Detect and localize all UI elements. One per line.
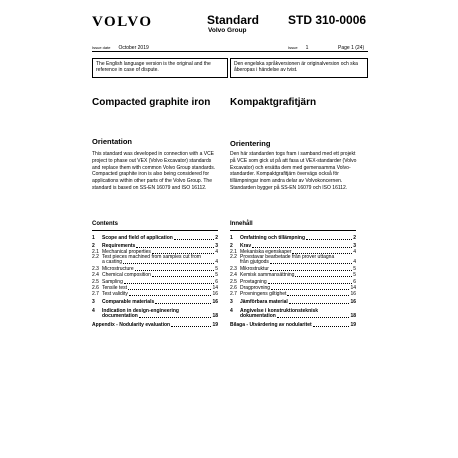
toc-leader-dots: [268, 279, 353, 284]
toc-item-title: Scope and field of application: [102, 235, 173, 241]
toc-item-number: [92, 259, 102, 265]
toc-item-page: 6: [215, 279, 218, 285]
toc-item-page: 5: [353, 266, 356, 272]
toc-item-number: 1: [230, 235, 233, 241]
toc-item-page: 3: [215, 243, 218, 249]
toc-leader-dots: [271, 285, 349, 290]
toc-item-number: [230, 259, 240, 265]
toc-item-page: 18: [212, 313, 218, 319]
toc-item-title: Mikrostruktur: [240, 266, 269, 272]
toc-item-number: 2.1: [230, 249, 237, 255]
toc-item-page: 16: [212, 299, 218, 305]
toc-item: [92, 272, 218, 278]
toc-item-page: 3: [353, 243, 356, 249]
meta-divider: [92, 51, 368, 52]
toc-item: [92, 322, 218, 328]
toc-item-title: Kemisk sammansättning: [240, 272, 295, 278]
toc-item-title: documentation: [102, 313, 138, 319]
toc-item-number: [92, 313, 102, 319]
toc-leader-dots: [289, 299, 350, 304]
title-swedish: Kompaktgrafitjärn: [230, 97, 317, 108]
issue-value: 1: [305, 45, 309, 51]
page-number: Page 1 (24): [338, 45, 365, 51]
toc-leader-dots: [277, 313, 350, 318]
toc-leader-dots: [252, 243, 352, 248]
toc-leader-dots: [139, 313, 212, 318]
contents-divider-swedish: [230, 230, 356, 231]
toc-item-number: 2.6: [92, 285, 99, 291]
toc-item-title: Bilaga - Utvärdering av nodularitet: [230, 322, 312, 328]
toc-item-title: Provtagning: [240, 279, 267, 285]
toc-item-number: 2.6: [230, 285, 237, 291]
toc-item-title: Jämförbara material: [240, 299, 288, 305]
toc-item-number: 2.2: [230, 254, 237, 260]
toc-item-title: Appendix - Nodularity evaluation: [92, 322, 171, 328]
toc-item-number: 2: [230, 243, 233, 249]
toc-item: [92, 291, 218, 297]
toc-item-page: 6: [353, 279, 356, 285]
toc-item-page: 14: [212, 285, 218, 291]
toc-item-title: dokumentation: [240, 313, 276, 319]
toc-item-page: 5: [353, 272, 356, 278]
toc-item-title: Provstavar bearbetade från prover uttagna: [240, 254, 335, 260]
issue-date-value: October 2019: [118, 45, 149, 51]
toc-leader-dots: [136, 243, 214, 248]
toc-leader-dots: [295, 272, 352, 277]
toc-item-title: Omfattning och tillämpning: [240, 235, 305, 241]
toc-item: [92, 299, 218, 305]
toc-item-number: 1: [92, 235, 95, 241]
toc-item: [230, 322, 356, 328]
toc-leader-dots: [270, 259, 352, 264]
toc-item-title: Mekaniska egenskaper: [240, 249, 292, 255]
toc-item: [230, 259, 356, 265]
toc-item-page: 18: [350, 313, 356, 319]
orientation-text-swedish: Den här standarden togs fram i samband med ett projekt på VCE som gick ut på att fasa ut VEX-standarder (Volvo Excavator) och ersätta dem med gemensamma Volvo-standarder. Kompaktgrafitjärn övervägs också för tillämpningar inom andra delar av Volvokoncernen. Standarden bygger på SS-EN 16079 och ISO 16112.: [230, 151, 357, 191]
toc-item-title: Test pieces machined from samples cut from: [102, 254, 201, 260]
toc-item: [92, 313, 218, 319]
toc-leader-dots: [171, 322, 211, 327]
toc-item-title: Angivelse i konstruktionsteknisk: [240, 308, 319, 314]
toc-item-title: Tensile test: [102, 285, 128, 291]
toc-leader-dots: [123, 259, 214, 264]
toc-item-page: 19: [212, 322, 218, 328]
toc-item-page: 4: [353, 249, 356, 255]
toc-item-title: Sampling: [102, 279, 123, 285]
toc-item-page: 5: [215, 272, 218, 278]
toc-item-number: 3: [92, 299, 95, 305]
toc-item: [230, 235, 356, 241]
toc-leader-dots: [135, 266, 215, 271]
toc-item-number: 2.3: [92, 266, 99, 272]
toc-item-title: Chemical composition: [102, 272, 151, 278]
toc-item-title: Krav: [240, 243, 252, 249]
toc-leader-dots: [155, 299, 211, 304]
organization: Volvo Group: [208, 27, 247, 34]
standard-number: STD 310-0006: [288, 13, 367, 27]
toc-item-number: [230, 313, 240, 319]
toc-leader-dots: [306, 235, 352, 240]
toc-leader-dots: [287, 291, 349, 296]
toc-item-number: 2.3: [230, 266, 237, 272]
toc-item-page: 14: [350, 285, 356, 291]
toc-item-page: 16: [212, 291, 218, 297]
toc-item-title: Microstructure: [102, 266, 134, 272]
orientation-heading-swedish: Orientering: [230, 139, 271, 148]
toc-item: [230, 291, 356, 297]
toc-item-title: Dragprovning: [240, 285, 271, 291]
toc-item: [92, 259, 218, 265]
toc-item-title: Test validity: [102, 291, 128, 297]
toc-item-number: 3: [230, 299, 233, 305]
toc-leader-dots: [313, 322, 350, 327]
toc-item-page: 4: [353, 259, 356, 265]
notice-swedish: Den engelska språkversionen är originalversion och ska åberopas i händelse av tvist.: [230, 58, 368, 78]
toc-item-page: 16: [350, 291, 356, 297]
toc-item: [92, 235, 218, 241]
toc-item: [230, 272, 356, 278]
toc-item-page: 19: [350, 322, 356, 328]
orientation-text-english: This standard was developed in connection with a VCE project to phase out VEX (Volvo Excavator) standards and replace them with common Volvo Group standards. Compacted graphite iron is also being considered for applications within other parts of the Volvo Group. The standard is based on SS-EN 16079 and ISO 16112.: [92, 151, 216, 191]
toc-leader-dots: [124, 279, 214, 284]
toc-item: [230, 299, 356, 305]
notice-english: The English language version is the original and the reference in case of dispute.: [92, 58, 228, 78]
toc-leader-dots: [129, 291, 212, 296]
toc-item-number: 2.2: [92, 254, 99, 260]
contents-heading-swedish: Innehåll: [230, 221, 253, 227]
toc-item-number: 2: [92, 243, 95, 249]
toc-item-page: 5: [215, 266, 218, 272]
toc-leader-dots: [128, 285, 211, 290]
toc-item-number: 2.5: [230, 279, 237, 285]
toc-item-number: 2.7: [92, 291, 99, 297]
orientation-heading-english: Orientation: [92, 137, 133, 146]
toc-leader-dots: [270, 266, 352, 271]
toc-item-number: 2.4: [230, 272, 237, 278]
toc-item-title: Indication in design-engineering: [102, 308, 179, 314]
toc-item-number: 4: [230, 308, 233, 314]
toc-leader-dots: [152, 249, 214, 254]
toc-item-page: 4: [215, 259, 218, 265]
issue-label: Issue: [288, 45, 298, 50]
toc-item-title: från gjutgods: [240, 259, 269, 265]
toc-item-page: 16: [350, 299, 356, 305]
toc-item-number: 4: [92, 308, 95, 314]
toc-item-number: 2.5: [92, 279, 99, 285]
toc-leader-dots: [174, 235, 214, 240]
toc-item-title: Requirements: [102, 243, 136, 249]
toc-item-title: Comparable materials: [102, 299, 155, 305]
toc-leader-dots: [292, 249, 352, 254]
title-english: Compacted graphite iron: [92, 97, 211, 108]
toc-item-page: 2: [215, 235, 218, 241]
document-type: Standard: [207, 13, 260, 27]
toc-item-title: Mechanical properties: [102, 249, 151, 255]
contents-heading-english: Contents: [92, 221, 118, 227]
toc-item-number: 2.1: [92, 249, 99, 255]
toc-item-page: 2: [353, 235, 356, 241]
toc-leader-dots: [152, 272, 214, 277]
toc-item: [230, 313, 356, 319]
toc-item-page: 4: [215, 249, 218, 255]
volvo-logo: VOLVO: [92, 14, 153, 30]
contents-divider-english: [92, 230, 218, 231]
toc-item-title: Provningens giltighet: [240, 291, 287, 297]
toc-item-number: 2.7: [230, 291, 237, 297]
toc-item-number: 2.4: [92, 272, 99, 278]
issue-date-label: Issue date: [92, 45, 111, 50]
toc-item-title: a casting: [102, 259, 123, 265]
